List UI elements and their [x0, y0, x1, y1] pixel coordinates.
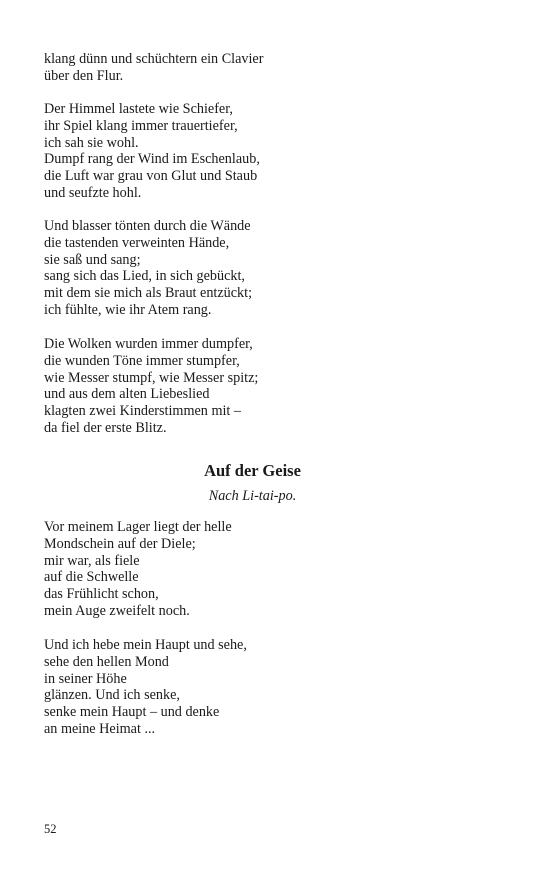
verse-line: und seufzte hohl. [44, 184, 142, 201]
verse-line: die Luft war grau von Glut und Staub [44, 168, 258, 185]
verse-line: mein Auge zweifelt noch. [44, 602, 190, 619]
verse-line: an meine Heimat ... [44, 720, 156, 737]
verse-line: und aus dem alten Liebeslied [44, 386, 210, 403]
verse-line: ich fühlte, wie ihr Atem rang. [44, 301, 212, 318]
verse-line: da fiel der erste Blitz. [44, 419, 167, 436]
verse-line: sie saß und sang; [44, 251, 141, 268]
verse-line: über den Flur. [44, 67, 124, 84]
verse-line: Vor meinem Lager liegt der helle [44, 519, 232, 535]
verse-line: ich sah sie wohl. [44, 134, 139, 151]
verse-line: mir war, als fiele [44, 552, 140, 569]
verse-line: die wunden Töne immer stumpfer, [44, 352, 240, 369]
verse-line: Und blasser tönten durch die Wände [44, 218, 251, 234]
verse-line: sehe den hellen Mond [44, 653, 169, 670]
verse-line: klang dünn und schüchtern ein Clavier [44, 51, 264, 67]
verse-line: die tastenden verweinten Hände, [44, 234, 230, 251]
verse-line: klagten zwei Kinderstimmen mit – [44, 403, 242, 420]
verse-line: Mondschein auf der Diele; [44, 535, 196, 552]
poem2-stanza-1 [44, 519, 484, 620]
verse-line: glänzen. Und ich senke, [44, 687, 180, 704]
verse-line: senke mein Haupt – und denke [44, 704, 220, 721]
stanza-4 [44, 336, 484, 437]
page-number: 52 [44, 822, 57, 836]
poem-title: Auf der Geise [204, 461, 301, 480]
verse-line: in seiner Höhe [44, 670, 127, 687]
verse-line: sang sich das Lied, in sich gebückt, [44, 268, 245, 285]
poem-subtitle: Nach Li-tai-po. [208, 488, 297, 504]
verse-line: Und ich hebe mein Haupt und sehe, [44, 637, 247, 653]
verse-line: das Frühlicht schon, [44, 586, 159, 603]
poem2-stanza-2 [44, 637, 484, 738]
verse-line: wie Messer stumpf, wie Messer spitz; [44, 369, 259, 386]
verse-line: Der Himmel lastete wie Schiefer, [44, 101, 233, 117]
verse-line: mit dem sie mich als Braut entzückt; [44, 285, 253, 302]
stanza-2 [44, 101, 484, 202]
verse-line: Dumpf rang der Wind im Eschenlaub, [44, 151, 260, 168]
stanza-3 [44, 218, 484, 319]
verse-line: Die Wolken wurden immer dumpfer, [44, 336, 253, 352]
stanza-1 [44, 51, 484, 85]
verse-line: auf die Schwelle [44, 569, 139, 586]
verse-line: ihr Spiel klang immer trauertiefer, [44, 117, 238, 134]
